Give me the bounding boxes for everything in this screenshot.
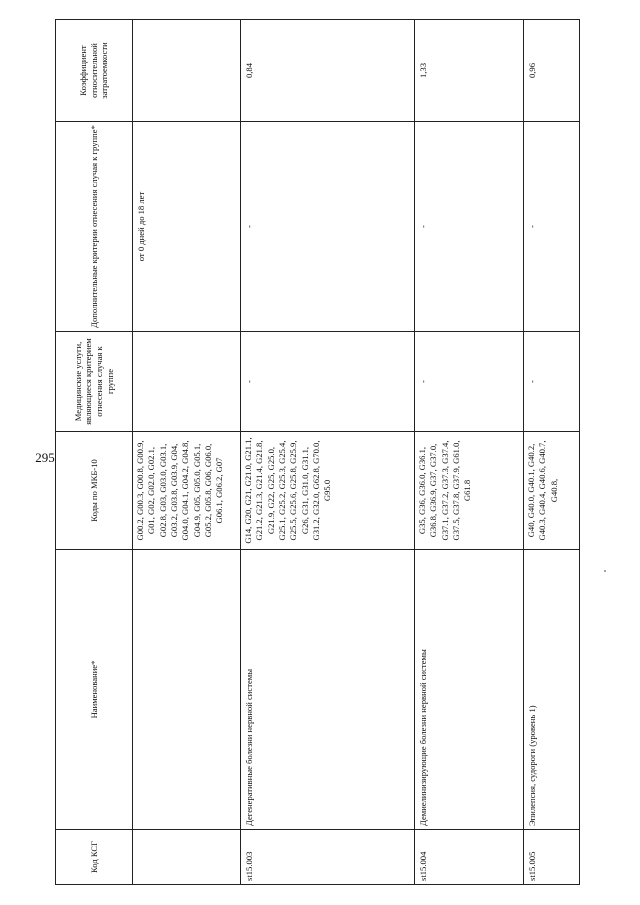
header-icd: Коды по МКБ-10 [56, 432, 133, 550]
header-criteria: Дополнительные критерии отнесения случая к группе* [56, 122, 133, 332]
cell-icd: G40, G40.0, G40.1, G40.2, G40.3, G40.4, G40.6, G40.7, G40.8, [524, 432, 580, 550]
ksg-table [55, 19, 580, 885]
cell-icd: G00.2, G00.3, G00.8, G00.9, G01, G02, G02.0, G02.1, G02.8, G03, G03.0, G03.1, G03.2, G03.8, G03.9, G04, G04.0, G04.1, G04.2, G04.8, G04.9, G05, G05.0, G05.1, G05.2, G05.8, G06, G06.0, G06.1, G06.2, G07 [133, 432, 241, 550]
header-services: Медицинские услуги, являющиеся критерием отнесения случая к группе [56, 332, 133, 432]
cell-code: st15.003 [241, 830, 415, 885]
cell-code: st15.005 [524, 830, 580, 885]
cell-code [133, 830, 241, 885]
cell-code: st15.004 [415, 830, 524, 885]
cell-name: Демиелинизирующие болезни нервной системы [415, 550, 524, 830]
cell-icd: G35, G36, G36.0, G36.1, G36.8, G36.9, G37, G37.0, G37.1, G37.2, G37.3, G37.4, G37.5, G37.8, G37.9, G61.0, G61.8 [415, 432, 524, 550]
table-row [241, 20, 415, 885]
header-name: Наименование* [56, 550, 133, 830]
cell-coef: 1,33 [415, 20, 524, 122]
cell-coef [133, 20, 241, 122]
table-row-continuation [133, 20, 241, 885]
table-row [524, 20, 580, 885]
cell-name [133, 550, 241, 830]
cell-services: - [415, 332, 524, 432]
table-row [415, 20, 524, 885]
cell-icd: G14, G20, G21, G21.0, G21.1, G21.2, G21.3, G21.4, G21.8, G21.9, G22, G25, G25.0, G25.1, G25.2, G25.3, G25.4, G25.5, G25.6, G25.8, G25.9, G26, G31, G31.0, G31.1, G31.2, G32.0, G62.8, G70.0, G95.0 [241, 432, 415, 550]
page-number: 295 [35, 450, 55, 465]
cell-services: - [524, 332, 580, 432]
header-code: Код КСГ [56, 830, 133, 885]
cell-coef: 0,96 [524, 20, 580, 122]
header-row [56, 20, 133, 885]
cell-criteria: - [415, 122, 524, 332]
cell-name: Эпилепсия, судороги (уровень 1) [524, 550, 580, 830]
cell-services [133, 332, 241, 432]
cell-criteria: - [241, 122, 415, 332]
header-coef: Коэффициент относительной затратоемкости [56, 20, 133, 122]
cell-criteria: от 0 дней до 18 лет [133, 122, 241, 332]
cell-services: - [241, 332, 415, 432]
rotated-table-container [55, 20, 640, 885]
cell-coef: 0,84 [241, 20, 415, 122]
cell-name: Дегенеративные болезни нервной системы [241, 550, 415, 830]
cell-criteria: - [524, 122, 580, 332]
